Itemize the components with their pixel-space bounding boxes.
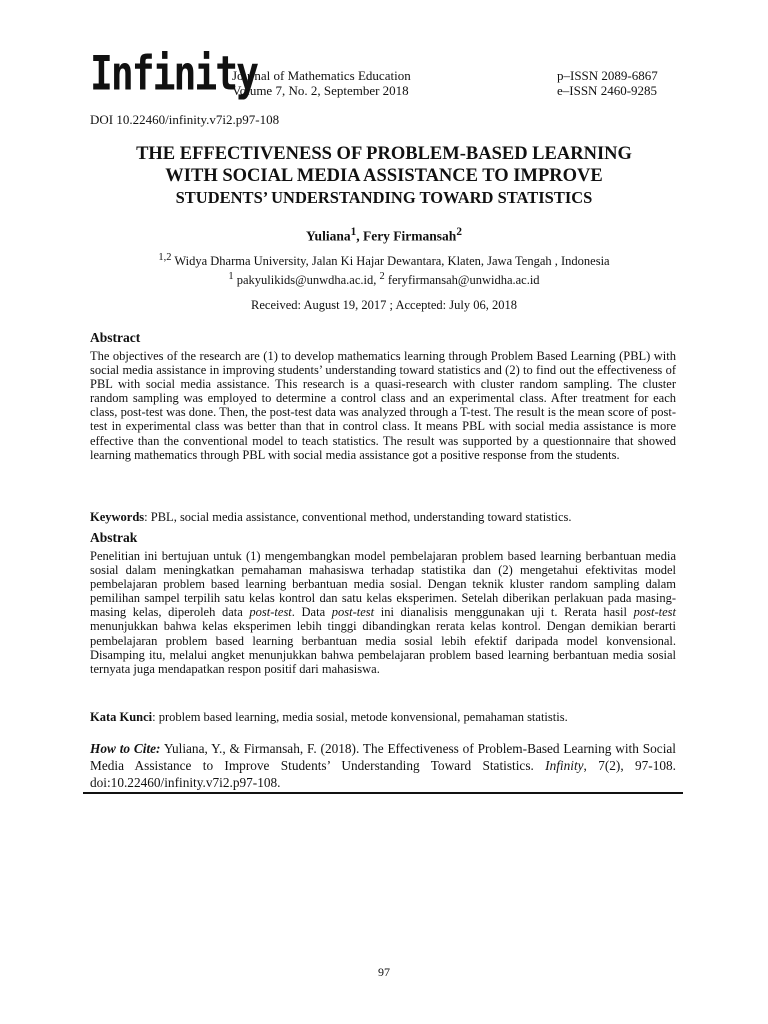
title-line-3: STUDENTS’ UNDERSTANDING TOWARD STATISTICS: [175, 188, 593, 207]
kata-kunci: [90, 710, 676, 725]
abstrak-text-part-1: Penelitian ini bertujuan untuk (1) mengembangkan model pembelajaran problem based learning berbantuan media sosial dalam meningkatkan pemahaman mahasiswa terhadap statistika dan (2) mengetahui efektivitas model pembelajaran problem based learning berbantuan media sosial. Dengan teknik kluster random sampling dalam pemilihan sampel terpilih satu kelas kontrol dan satu kelas eksperimen. Setelah diberikan perlakuan pada masing-masing kelas, diperoleh data: [90, 549, 676, 620]
received-accepted: Received: August 19, 2017 ; Accepted: July 06, 2018: [251, 298, 517, 312]
title-line-2: WITH SOCIAL MEDIA ASSISTANCE TO IMPROVE: [165, 166, 603, 186]
title-line-1: THE EFFECTIVENESS OF PROBLEM-BASED LEARNING: [136, 144, 632, 164]
journal-volume: Volume 7, No. 2, September 2018: [232, 83, 409, 98]
email-1-sup: 1: [228, 271, 234, 283]
author-separator: ,: [356, 228, 363, 244]
author-1-sup: 1: [350, 226, 357, 238]
email-1: pakyulikids@unwdha.ac.id,: [233, 273, 380, 288]
cite-text-1: Yuliana, Y., & Firmansah, F. (2018). The Effectiveness of Problem-Based Learning with Social Media Assistance to Improve Students’ Understanding Toward Statistics.: [90, 741, 676, 773]
abstrak-text-part-3: ini dianalisis menggunakan uji t. Rerata hasil: [374, 605, 634, 620]
divider-rule: [83, 792, 683, 794]
page-number: 97: [378, 965, 390, 979]
issn-info: [557, 68, 658, 98]
how-to-cite: [90, 740, 676, 791]
affiliation-text: Widya Dharma University, Jalan Ki Hajar Dewantara, Klaten, Jawa Tengah , Indonesia: [171, 254, 610, 269]
abstrak-italic-2: post-test: [331, 605, 375, 620]
cite-text-2: , 7(2), 97-108. doi:10.22460/infinity.v7i2.p97-108.: [90, 758, 676, 790]
kata-kunci-label: Kata Kunci: [90, 710, 153, 724]
email-2: feryfirmansah@unwidha.ac.id: [384, 273, 540, 288]
abstrak-italic-3: post-test: [633, 605, 676, 620]
abstrak-text-part-4: menunjukkan bahwa kelas eksperimen lebih tinggi dibandingkan rerata kelas kontrol. Dengan demikian berarti pembelajaran problem based learning berbantuan media sosial lebih efektif daripada model konvensional. Disamping itu, melalui angket menunjukkan bahwa pembelajaran problem based learning berbantuan media sosial ternyata juga mendapatkan respon positif dari mahasiswa.: [90, 619, 676, 676]
abstrak-text: [90, 549, 676, 676]
print-issn: p–ISSN 2089-6867: [557, 68, 658, 83]
paper-title: [80, 143, 688, 209]
kata-kunci-text: : problem based learning, media sosial, metode konvensional, pemahaman statistis.: [152, 710, 568, 724]
journal-info: [232, 68, 411, 98]
cite-journal: Infinity: [545, 758, 584, 773]
keywords: [90, 510, 676, 525]
abstract-text: The objectives of the research are (1) to develop mathematics learning through Problem Based Learning (PBL) with social media assistance in improving students’ understanding toward statistics and (2) to find out the effectiveness of PBL with social media assistance. This research is a quasi-research with cluster random sampling. The cluster random sampling was employed to determine a control class and an experimental class. After treatment for each class, post-test was done. Then, the post-test data was analyzed through a T-test. The result is the mean score of post-test in experimental class was better than that in control class. It means PBL with social media assistance is more effective than the conventional model to teach statistics. The result was supported by a questionnaire that showed learning mathematics through PBL with social media assistance got a positive response from the students.: [90, 349, 676, 462]
electronic-issn: e–ISSN 2460-9285: [557, 83, 658, 98]
affiliation-line: [80, 250, 688, 269]
authors: [80, 226, 688, 245]
author-2: Fery Firmansah: [362, 228, 457, 244]
journal-name: Journal of Mathematics Education: [232, 68, 411, 83]
emails-line: [80, 269, 688, 288]
abstract-heading: Abstract: [90, 330, 141, 345]
abstrak-text-part-2: . Data: [291, 605, 332, 620]
cite-label: How to Cite:: [90, 741, 161, 756]
doi: DOI 10.22460/infinity.v7i2.p97-108: [90, 112, 280, 127]
abstrak-heading: Abstrak: [90, 530, 138, 545]
journal-logo: Infinity: [90, 45, 258, 101]
affiliation-sup: 1,2: [158, 252, 172, 263]
author-2-sup: 2: [456, 226, 462, 238]
abstrak-italic-1: post-test: [249, 605, 292, 620]
keywords-label: Keywords: [90, 510, 145, 524]
email-2-sup: 2: [379, 271, 385, 283]
affiliation: [80, 250, 688, 288]
keywords-text: : PBL, social media assistance, conventional method, understanding toward statistics.: [144, 510, 572, 524]
journal-header: [90, 45, 690, 101]
author-1: Yuliana: [306, 228, 351, 244]
